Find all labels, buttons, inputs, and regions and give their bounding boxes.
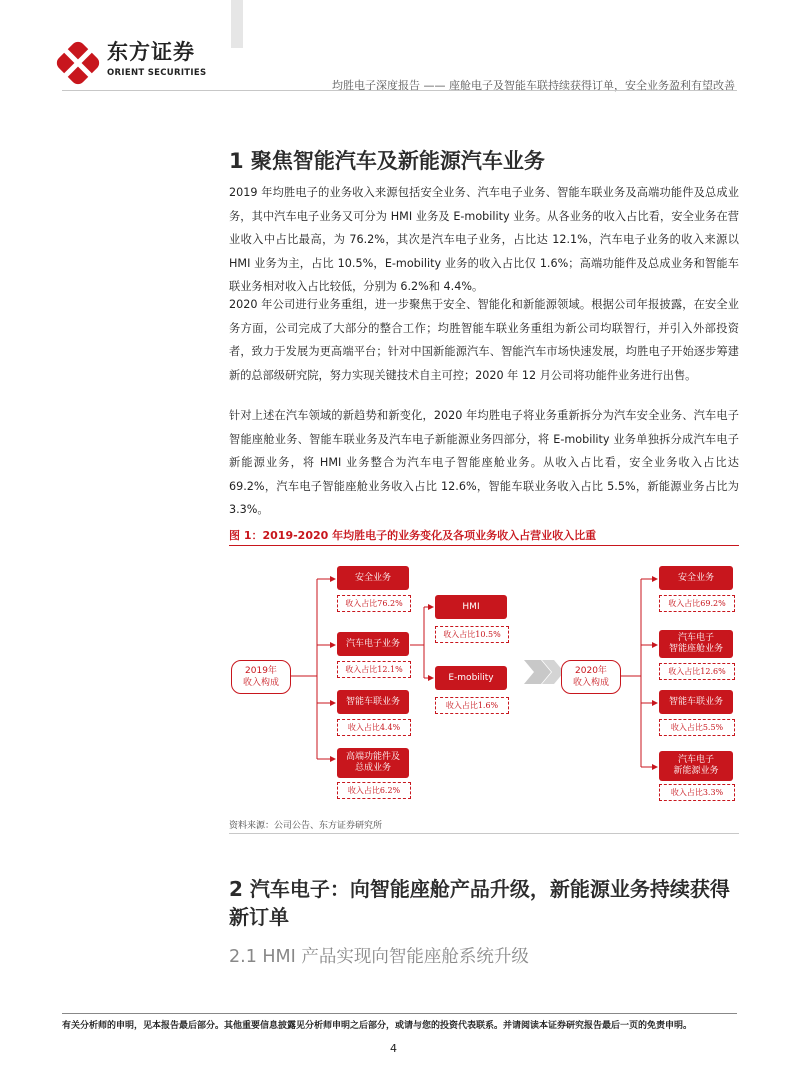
header-decoration-bar bbox=[231, 0, 243, 48]
node-2019-auto-electronics: 汽车电子业务 bbox=[337, 632, 409, 656]
label-2020-new-energy-share: 收入占比3.3% bbox=[659, 784, 735, 801]
label-2020-connected-car-share: 收入占比5.5% bbox=[659, 719, 735, 736]
label-2019-e-mobility-share: 收入占比1.6% bbox=[435, 697, 509, 714]
section-1-heading: 1 聚焦智能汽车及新能源汽车业务 bbox=[229, 149, 545, 173]
section-1-paragraph-3: 针对上述在汽车领域的新趋势和新变化，2020 年均胜电子将业务重新拆分为汽车安全业务、汽车电子智能座舱业务、智能车联业务及汽车电子新能源业务四部分，将 E-mobility 业务单独拆分成汽车电子新能源业务，将 HMI 业务整合为汽车电子智能座舱业务。从收入占比看，安全业务收入占比达 69.2%，汽车电子智能座舱业务收入占比 12.6%，智能车联业务收入占比 5.5%，新能源业务占比为 3.3%。 bbox=[229, 409, 739, 516]
year-2019-node: 2019年 收入构成 bbox=[231, 660, 291, 694]
label-2019-hmi-share: 收入占比10.5% bbox=[435, 626, 509, 643]
node-2020-new-energy: 汽车电子 新能源业务 bbox=[659, 751, 733, 781]
label-2019-functional-parts-share: 收入占比6.2% bbox=[337, 782, 411, 799]
section-2-1-heading: 2.1 HMI 产品实现向智能座舱系统升级 bbox=[229, 947, 529, 967]
node-2020-smart-cockpit: 汽车电子 智能座舱业务 bbox=[659, 630, 733, 658]
company-logo bbox=[55, 38, 225, 88]
business-structure-diagram bbox=[229, 548, 739, 816]
label-2019-auto-electronics-share: 收入占比12.1% bbox=[337, 661, 411, 678]
node-2019-e-mobility: E-mobility bbox=[435, 666, 507, 690]
figure-bottom-rule bbox=[229, 833, 739, 834]
footer-divider bbox=[62, 1013, 737, 1014]
footer-disclaimer: 有关分析师的申明，见本报告最后部分。其他重要信息披露见分析师申明之后部分，或请与您的投资代表联系。并请阅读本证券研究报告最后一页的免责申明。 bbox=[62, 1021, 693, 1031]
figure-1-title: 图 1：2019-2020 年均胜电子的业务变化及各项业务收入占营业收入比重 bbox=[229, 529, 597, 542]
label-2019-connected-car-share: 收入占比4.4% bbox=[337, 719, 411, 736]
label-2020-smart-cockpit-share: 收入占比12.6% bbox=[659, 663, 735, 680]
figure-top-rule bbox=[229, 545, 739, 546]
logo-chinese-name: 东方证券 bbox=[107, 40, 195, 64]
section-1-paragraph-2: 2020 年公司进行业务重组，进一步聚焦于安全、智能化和新能源领域。根据公司年报披露，在安全业务方面，公司完成了大部分的整合工作；均胜智能车联业务重组为新公司均联智行，并引入外部投资者，致力于发展为更高端平台；针对中国新能源汽车、智能汽车市场快速发展，均胜电子开始逐步筹建新的总部级研究院，努力实现关键技术自主可控；2020 年 12 月公司将功能件业务进行出售。 bbox=[229, 298, 739, 382]
logo-english-name: ORIENT SECURITIES bbox=[107, 68, 207, 78]
figure-source: 资料来源：公司公告、东方证券研究所 bbox=[229, 821, 383, 831]
node-2019-functional-parts: 高端功能件及 总成业务 bbox=[337, 748, 409, 778]
report-running-title: 均胜电子深度报告 —— 座舱电子及智能车联持续获得订单，安全业务盈利有望改善 bbox=[332, 79, 735, 92]
label-2019-safety-share: 收入占比76.2% bbox=[337, 595, 411, 612]
node-2020-connected-car: 智能车联业务 bbox=[659, 690, 733, 714]
label-2020-safety-share: 收入占比69.2% bbox=[659, 595, 735, 612]
logo-mark-icon bbox=[55, 40, 101, 86]
section-1-paragraph-1: 2019 年均胜电子的业务收入来源包括安全业务、汽车电子业务、智能车联业务及高端功能件及总成业务，其中汽车电子业务又可分为 HMI 业务及 E-mobility 业务。从各业务的收入占比看，安全业务在营业收入中占比最高，为 76.2%，其次是汽车电子业务，占比达 12.1%，汽车电子业务的收入来源以 HMI 业务为主，占比 10.5%，E-mobility 业务的收入占比仅 1.6%；高端功能件及总成业务和智能车联业务相对收入占比较低，分别为 6.2%和 4.4%。 bbox=[229, 186, 739, 293]
node-2019-hmi: HMI bbox=[435, 595, 507, 619]
year-2020-node: 2020年 收入构成 bbox=[561, 660, 621, 694]
node-2020-safety: 安全业务 bbox=[659, 566, 733, 590]
node-2019-safety: 安全业务 bbox=[337, 566, 409, 590]
node-2019-connected-car: 智能车联业务 bbox=[337, 690, 409, 714]
header-divider bbox=[62, 90, 737, 91]
section-2-heading: 2 汽车电子：向智能座舱产品升级，新能源业务持续获得新订单 bbox=[229, 877, 730, 929]
page-number: 4 bbox=[390, 1042, 397, 1055]
